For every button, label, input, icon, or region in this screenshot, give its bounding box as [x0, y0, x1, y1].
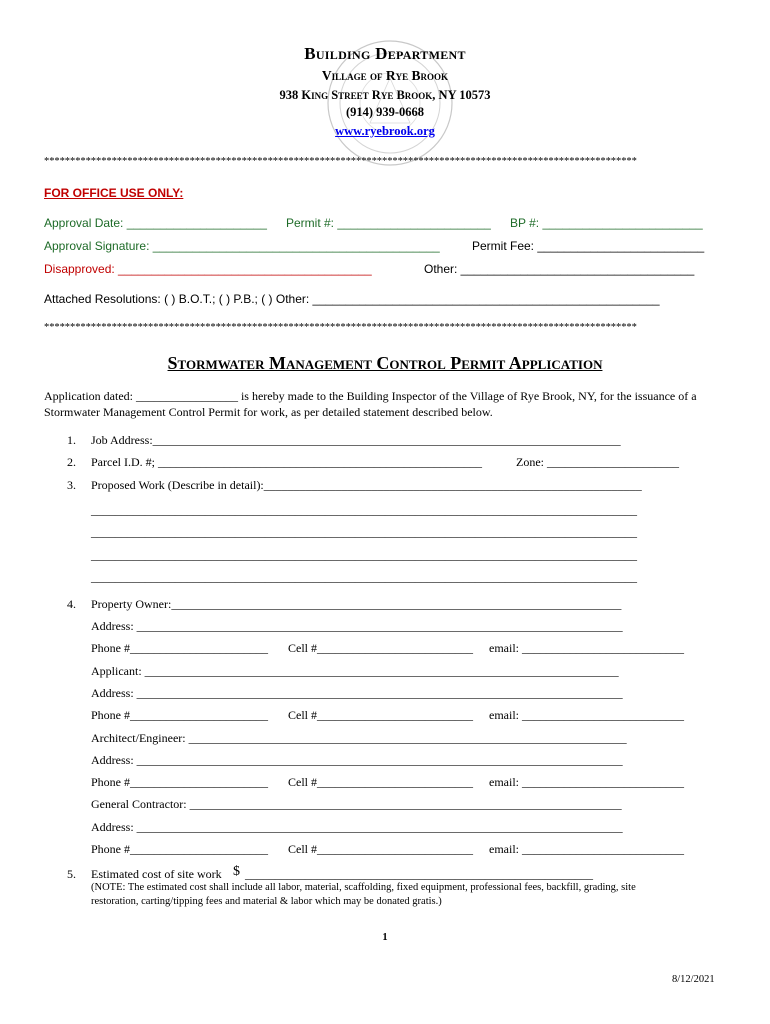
permit-number-field[interactable]: Permit #: _______________________ [286, 216, 491, 230]
applicant-email-field[interactable]: email: ___________________________ [489, 708, 684, 722]
architect-phone-field[interactable]: Phone #_______________________ [91, 775, 268, 789]
architect-email-field[interactable]: email: ___________________________ [489, 775, 684, 789]
intro-line-2: Stormwater Management Control Permit for work, as per detailed statement described below. [44, 405, 493, 419]
contractor-email-field[interactable]: email: ___________________________ [489, 842, 684, 856]
contractor-address-field[interactable]: Address: _________________________________________________________________________________ [91, 820, 623, 834]
estimated-cost-field[interactable]: __________________________________________________________ [245, 867, 593, 881]
contractor-phone-field[interactable]: Phone #_______________________ [91, 842, 268, 856]
department-address: 938 King Street Rye Brook, NY 10573 [279, 88, 491, 102]
architect-cell-field[interactable]: Cell #__________________________ [288, 775, 473, 789]
revision-date: 8/12/2021 [672, 974, 715, 985]
item-number: 1. [67, 433, 76, 447]
zone-field[interactable]: Zone: ______________________ [516, 455, 679, 469]
cost-note-line-1: (NOTE: The estimated cost shall include all labor, material, scaffolding, fixed equipment, professional fees, backfill, grading, site [91, 882, 636, 893]
office-use-heading: FOR OFFICE USE ONLY: [44, 186, 184, 200]
approval-signature-field[interactable]: Approval Signature: ___________________________________________ [44, 239, 440, 253]
property-owner-field[interactable]: Property Owner:___________________________________________________________________________ [91, 597, 622, 611]
approval-date-field[interactable]: Approval Date: _____________________ [44, 216, 267, 230]
architect-engineer-field[interactable]: Architect/Engineer: _________________________________________________________________________ [91, 731, 627, 745]
bp-number-field[interactable]: BP #: ________________________ [510, 216, 703, 230]
item-number: 3. [67, 478, 76, 492]
disapproved-field[interactable]: Disapproved: ______________________________________ [44, 262, 372, 276]
owner-phone-field[interactable]: Phone #_______________________ [91, 641, 268, 655]
proposed-work-line[interactable]: ___________________________________________________________________________________________ [91, 525, 637, 539]
job-address-field[interactable]: Job Address:______________________________________________________________________________ [91, 433, 621, 447]
item-number: 4. [67, 597, 76, 611]
item-number: 2. [67, 455, 76, 469]
website-link[interactable]: www.ryebrook.org [335, 124, 435, 138]
cost-note-line-2: restoration, carting/tipping fees and material & labor which may be donated gratis.) [91, 896, 442, 907]
applicant-field[interactable]: Applicant: _______________________________________________________________________________ [91, 664, 619, 678]
proposed-work-line[interactable]: ___________________________________________________________________________________________ [91, 503, 637, 517]
intro-line-1: Application dated: _________________ is hereby made to the Building Inspector of the Village of Rye Brook, NY, for the issuance of a [44, 389, 697, 403]
general-contractor-field[interactable]: General Contractor: ________________________________________________________________________ [91, 797, 622, 811]
item-number: 5. [67, 867, 76, 881]
department-title: Building Department [304, 44, 466, 63]
applicant-phone-field[interactable]: Phone #_______________________ [91, 708, 268, 722]
form-title: Stormwater Management Control Permit Application [167, 353, 603, 373]
applicant-cell-field[interactable]: Cell #__________________________ [288, 708, 473, 722]
parcel-id-field[interactable]: Parcel I.D. #; ______________________________________________________ [91, 455, 482, 469]
owner-cell-field[interactable]: Cell #__________________________ [288, 641, 473, 655]
separator-stars-bottom: ****************************************************************************************************************** [44, 322, 637, 333]
proposed-work-field[interactable]: Proposed Work (Describe in detail):_______________________________________________________________ [91, 478, 642, 492]
contractor-cell-field[interactable]: Cell #__________________________ [288, 842, 473, 856]
separator-stars-top: ****************************************************************************************************************** [44, 156, 637, 167]
owner-address-field[interactable]: Address: _________________________________________________________________________________ [91, 619, 623, 633]
owner-email-field[interactable]: email: ___________________________ [489, 641, 684, 655]
village-name: Village of Rye Brook [321, 68, 449, 83]
architect-address-field[interactable]: Address: _________________________________________________________________________________ [91, 753, 623, 767]
applicant-address-field[interactable]: Address: _________________________________________________________________________________ [91, 686, 623, 700]
proposed-work-line[interactable]: ___________________________________________________________________________________________ [91, 548, 637, 562]
permit-fee-field[interactable]: Permit Fee: _________________________ [472, 239, 705, 253]
estimated-cost-label: Estimated cost of site work [91, 867, 222, 881]
page-number: 1 [382, 932, 388, 943]
attached-resolutions-field[interactable]: Attached Resolutions: ( ) B.O.T.; ( ) P.B.; ( ) Other: ____________________________________________________ [44, 292, 660, 306]
dollar-sign: $ [233, 864, 240, 879]
department-phone: (914) 939-0668 [345, 105, 425, 119]
other-field[interactable]: Other: ___________________________________ [424, 262, 695, 276]
proposed-work-line[interactable]: ___________________________________________________________________________________________ [91, 570, 637, 584]
